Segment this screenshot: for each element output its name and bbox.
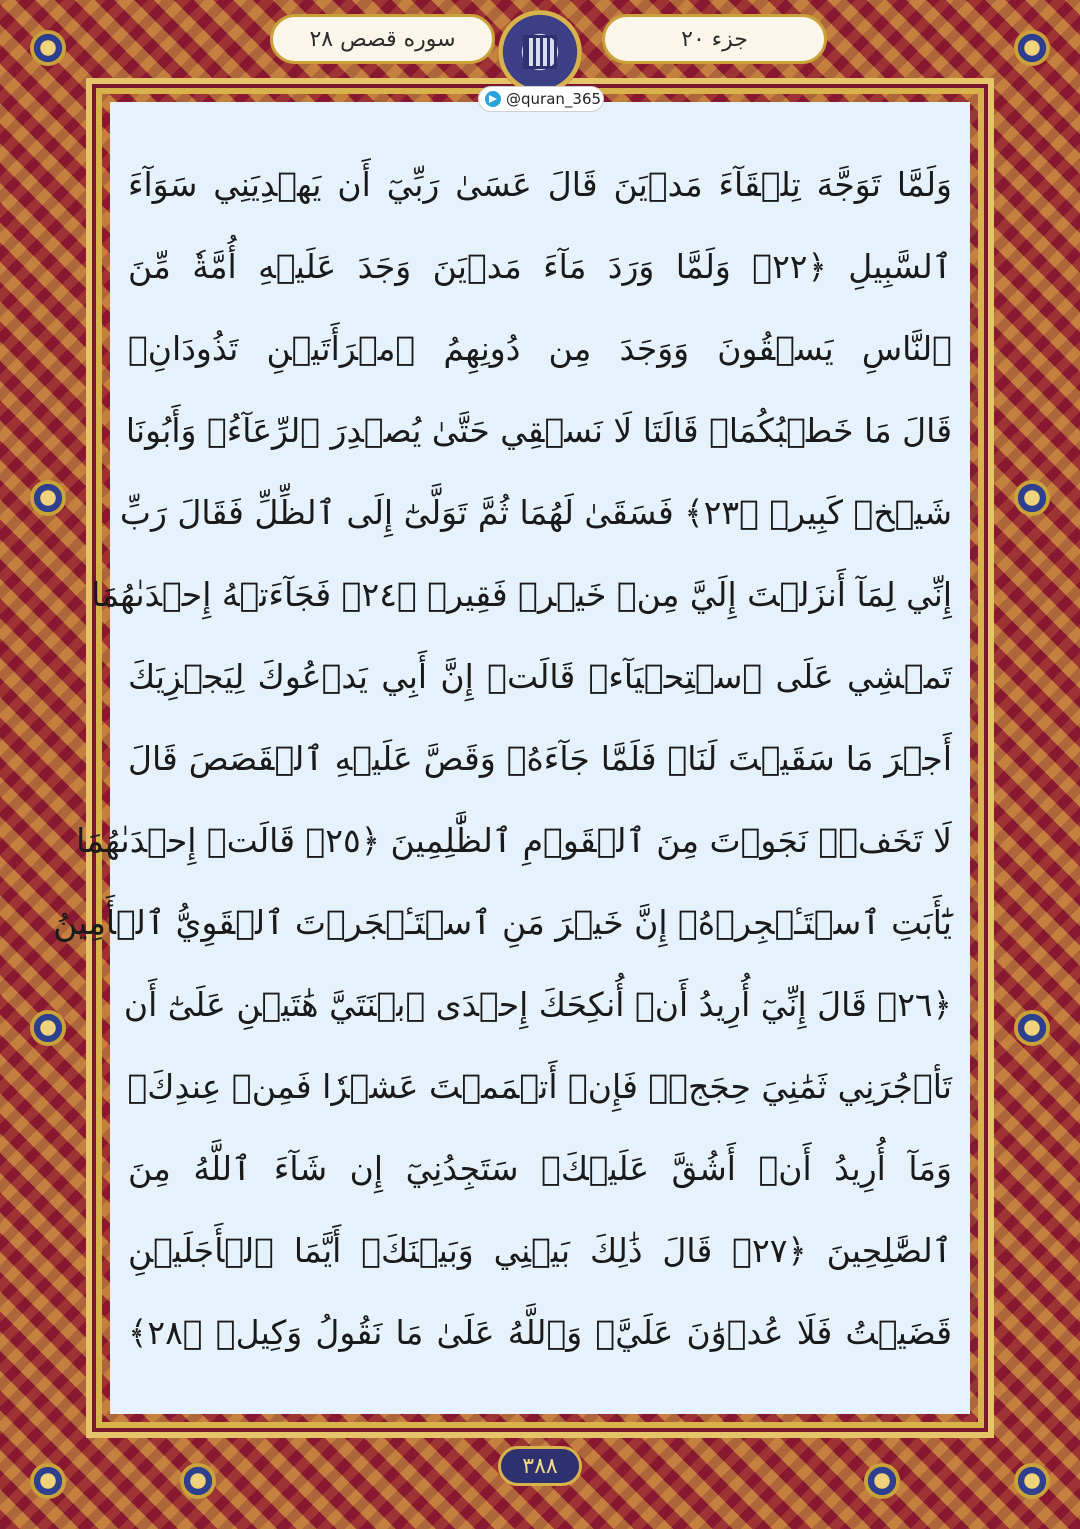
verse-line: لَا تَخَفۡۖ نَجَوۡتَ مِنَ ٱلۡقَوۡمِ ٱلظَّٰلِمِينَ ﴿٢٥﴾ قَالَتۡ إِحۡدَىٰهُمَا — [76, 821, 952, 860]
telegram-icon — [485, 91, 501, 107]
juz-label: جزء ۲۰ — [602, 14, 827, 64]
verse-line: ٱلصَّٰلِحِينَ ﴿٢٧﴾ قَالَ ذَٰلِكَ بَيۡنِي وَبَيۡنَكَۖ أَيَّمَا ٱلۡأَجَلَيۡنِ — [128, 1231, 952, 1270]
ornament-medallion-icon — [1014, 1010, 1050, 1046]
verse-line: ٱلنَّاسِ يَسۡقُونَ وَوَجَدَ مِن دُونِهِمُ ٱمۡرَأَتَيۡنِ تَذُودَانِۖ — [128, 329, 952, 368]
verse-line: قَضَيۡتُ فَلَا عُدۡوَٰنَ عَلَيَّۖ وَٱللَّهُ عَلَىٰ مَا نَقُولُ وَكِيلٞ ﴿٢٨﴾ — [128, 1313, 952, 1352]
verse-line: قَالَ مَا خَطۡبُكُمَاۖ قَالَتَا لَا نَسۡقِي حَتَّىٰ يُصۡدِرَ ٱلرِّعَآءُۖ وَأَبُونَا — [125, 411, 952, 450]
channel-handle-badge[interactable] — [478, 86, 604, 112]
verse-line: وَلَمَّا تَوَجَّهَ تِلۡقَآءَ مَدۡيَنَ قَالَ عَسَىٰ رَبِّيٓ أَن يَهۡدِيَنِي سَوَآءَ — [128, 165, 952, 204]
ornament-medallion-icon — [30, 1463, 66, 1499]
ornament-medallion-icon — [180, 1463, 216, 1499]
verse-line: ﴿٢٦﴾ قَالَ إِنِّيٓ أُرِيدُ أَنۡ أُنكِحَكَ إِحۡدَى ٱبۡنَتَيَّ هَٰتَيۡنِ عَلَىٰٓ أَن — [123, 985, 952, 1024]
verse-text-block — [53, 150, 952, 1380]
verse-line: أَجۡرَ مَا سَقَيۡتَ لَنَاۚ فَلَمَّا جَآءَهُۥ وَقَصَّ عَلَيۡهِ ٱلۡقَصَصَ قَالَ — [128, 739, 952, 778]
page-number: ۳۸۸ — [498, 1446, 582, 1486]
channel-handle: @quran_365 — [506, 90, 602, 108]
ornament-medallion-icon — [864, 1463, 900, 1499]
verse-line: ٱلسَّبِيلِ ﴿٢٢﴾ وَلَمَّا وَرَدَ مَآءَ مَدۡيَنَ وَجَدَ عَلَيۡهِ أُمَّةٗ مِّنَ — [128, 247, 952, 286]
ornament-medallion-icon — [1014, 480, 1050, 516]
ornament-medallion-icon — [30, 30, 66, 66]
verse-line: يَٰٓأَبَتِ ٱسۡتَـٔۡجِرۡهُۖ إِنَّ خَيۡرَ مَنِ ٱسۡتَـٔۡجَرۡتَ ٱلۡقَوِيُّ ٱلۡأَمِينُ — [53, 903, 952, 942]
verse-line: إِنِّي لِمَآ أَنزَلۡتَ إِلَيَّ مِنۡ خَيۡرٖ فَقِيرٞ ﴿٢٤﴾ فَجَآءَتۡهُ إِحۡدَىٰهُمَا — [91, 575, 952, 614]
ornament-medallion-icon — [1014, 30, 1050, 66]
calligraphy-emblem-icon — [498, 10, 582, 94]
kufic-square-icon — [523, 35, 557, 69]
verse-line: تَأۡجُرَنِي ثَمَٰنِيَ حِجَجٖۖ فَإِنۡ أَتۡمَمۡتَ عَشۡرٗا فَمِنۡ عِندِكَۖ — [127, 1067, 952, 1106]
ornament-medallion-icon — [1014, 1463, 1050, 1499]
verse-line: شَيۡخٞ كَبِيرٞ ﴿٢٣﴾ فَسَقَىٰ لَهُمَا ثُمَّ تَوَلَّىٰٓ إِلَى ٱلظِّلِّ فَقَالَ رَبِّ — [119, 493, 952, 532]
ornament-medallion-icon — [30, 1010, 66, 1046]
verse-line: وَمَآ أُرِيدُ أَنۡ أَشُقَّ عَلَيۡكَۚ سَتَجِدُنِيٓ إِن شَآءَ ٱللَّهُ مِنَ — [128, 1149, 952, 1188]
surah-label: سوره قصص ۲۸ — [270, 14, 495, 64]
ornament-medallion-icon — [30, 480, 66, 516]
verse-line: تَمۡشِي عَلَى ٱسۡتِحۡيَآءٖ قَالَتۡ إِنَّ أَبِي يَدۡعُوكَ لِيَجۡزِيَكَ — [128, 657, 952, 696]
